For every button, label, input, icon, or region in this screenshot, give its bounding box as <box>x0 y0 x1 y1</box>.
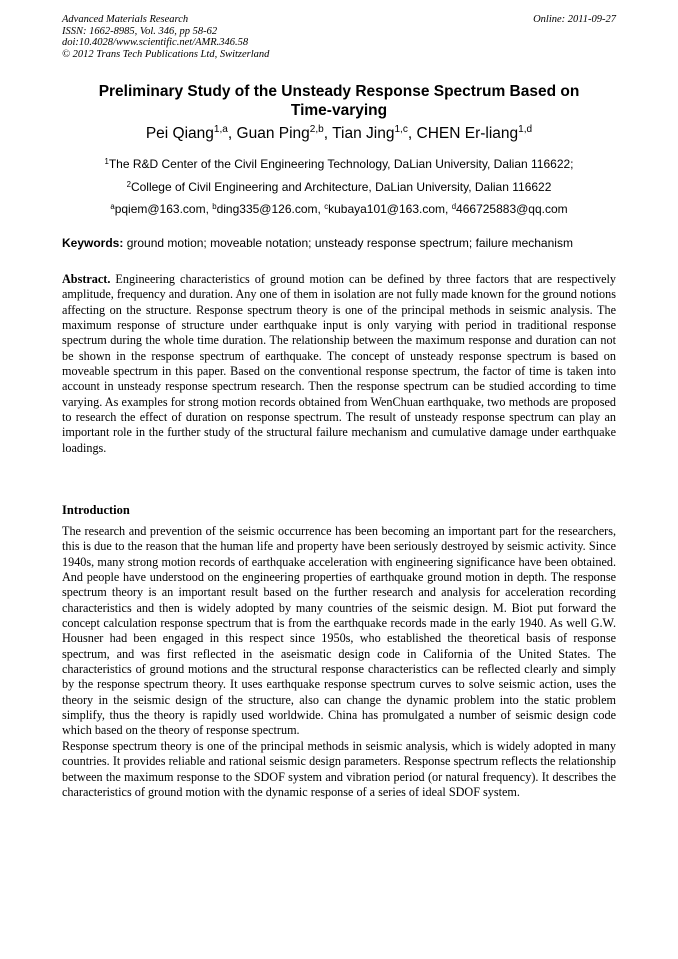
email-sup: d <box>451 201 457 211</box>
author-list <box>62 124 616 144</box>
author-emails <box>62 201 616 217</box>
separator: , <box>205 202 213 216</box>
title-line-2: Time-varying <box>290 102 388 119</box>
abstract-section <box>62 272 616 456</box>
author-name: Guan Ping <box>236 125 310 142</box>
email-link[interactable]: 466725883@qq.com <box>456 202 568 216</box>
separator: , <box>317 202 325 216</box>
affiliation-sup: 2 <box>126 179 131 189</box>
separator: , <box>323 125 333 142</box>
affiliation-1 <box>62 156 616 172</box>
affiliation-2 <box>62 179 616 195</box>
author-name: Pei Qiang <box>145 125 214 142</box>
affiliation-text: College of Civil Engineering and Architecture, DaLian University, Dalian 116622 <box>130 180 552 194</box>
author-sup: 1,c <box>394 124 408 136</box>
author-sup: 1,a <box>213 124 228 136</box>
author <box>417 125 533 142</box>
journal-issn: ISSN: 1662-8985, Vol. 346, pp 58-62 <box>62 25 218 37</box>
online-date: Online: 2011-09-27 <box>533 14 616 25</box>
author <box>146 125 237 142</box>
separator: , <box>407 125 417 142</box>
email-sup: c <box>324 201 329 211</box>
introduction-body <box>62 524 616 800</box>
keywords-label: Keywords: <box>62 236 124 250</box>
email-sup: a <box>110 201 115 211</box>
author <box>332 125 416 142</box>
journal-header <box>62 14 616 60</box>
journal-name: Advanced Materials Research <box>62 14 189 25</box>
journal-doi: doi:10.4028/www.scientific.net/AMR.346.58 <box>62 37 249 48</box>
introduction-heading: Introduction <box>62 503 130 517</box>
author-name: Tian Jing <box>332 125 395 142</box>
email-link[interactable]: pqiem@163.com <box>114 202 206 216</box>
intro-paragraph-1: The research and prevention of the seismic occurrence has been becoming an important part for the researchers, this is due to the reason that the human life and property have been seriously destroyed by seismic activity. Since 1940s, many strong motion records of earthquake acceleration with engineering significance have been obtained. And people have understood on the engineering properties of earthquake ground motion in depth. The response spectrum theory is an important result based on the further research and analysis for acceleration recording characteristics and then is widely adopted by many countries of the seismic design. M. Biot put forward the concept calculation response spectrum that is from the earthquake records made in the early 1940. As well G.W. Housner had been engaged in this respect since 1950s, who established the theoretical basis of response spectrum, and was first reflected in the aseismatic design code in California of the United States. The characteristics of ground motions and the structural response characteristics can be reflected clearly and simply by the response spectrum theory. It uses earthquake response spectrum curves to solve seismic action, uses the theory in the seismic design of the structure, also can change the dynamic problem into the static problem simplify, thus the theory is rapidly used worldwide. China has promulgated a number of seismic design code which based on the theory of response spectrum. <box>62 524 616 738</box>
keywords-section <box>62 235 616 251</box>
author-name: CHEN Er-liang <box>416 125 519 142</box>
keywords-text: ground motion; moveable notation; unsteady response spectrum; failure mechanism <box>123 236 573 250</box>
separator: , <box>445 202 452 216</box>
affiliation-sup: 1 <box>104 156 109 166</box>
abstract-label: Abstract. <box>62 272 111 286</box>
affiliation-text: The R&D Center of the Civil Engineering Technology, DaLian University, Dalian 116622; <box>108 157 574 171</box>
intro-paragraph-2: Response spectrum theory is one of the principal methods in seismic analysis, which is widely adopted in many countries. It provides reliable and rational seismic design parameters. Response spectrum reflects the relationship between the maximum response to the SDOF system and vibration period (or natural frequency). It describes the characteristics of ground motion with the dynamic response of a series of ideal SDOF system. <box>62 738 616 799</box>
email-link[interactable]: kubaya101@163.com <box>328 202 446 216</box>
author-sup: 1,d <box>518 124 533 136</box>
title-line-1: Preliminary Study of the Unsteady Response Spectrum Based on <box>98 83 580 100</box>
email-sup: b <box>212 201 217 211</box>
author <box>237 125 333 142</box>
author-sup: 2,b <box>309 124 324 136</box>
journal-copyright: © 2012 Trans Tech Publications Ltd, Switzerland <box>62 48 270 60</box>
email-link[interactable]: ding335@126.com <box>216 202 318 216</box>
separator: , <box>227 125 237 142</box>
abstract-text: Engineering characteristics of ground motion can be defined by three factors that are respectively amplitude, frequency and duration. Any one of them in isolation are not fully made known for the ground notions affecting on the structure. Response spectrum theory is one of the principal methods in seismic analysis. The maximum response of structure under earthquake input is only varying with period in traditional response spectrum during the whole time duration. The relationship between the maximum response and duration can not be shown in the response spectrum of earthquake. The concept of unsteady response spectrum is based on moveable spectrum in this paper. Based on the conventional response spectrum, the factor of time is taken into account in unsteady response spectrum research. Then the response spectrum can be studied according to time varying. As examples for strong motion records obtained from WenChuan earthquake, two methods are proposed to research the effect of duration on response spectrum. The result of unsteady response spectrum can play an important role in the further study of the structural failure mechanism and cumulative damage under earthquake loadings. <box>62 272 616 455</box>
paper-title <box>62 82 616 120</box>
